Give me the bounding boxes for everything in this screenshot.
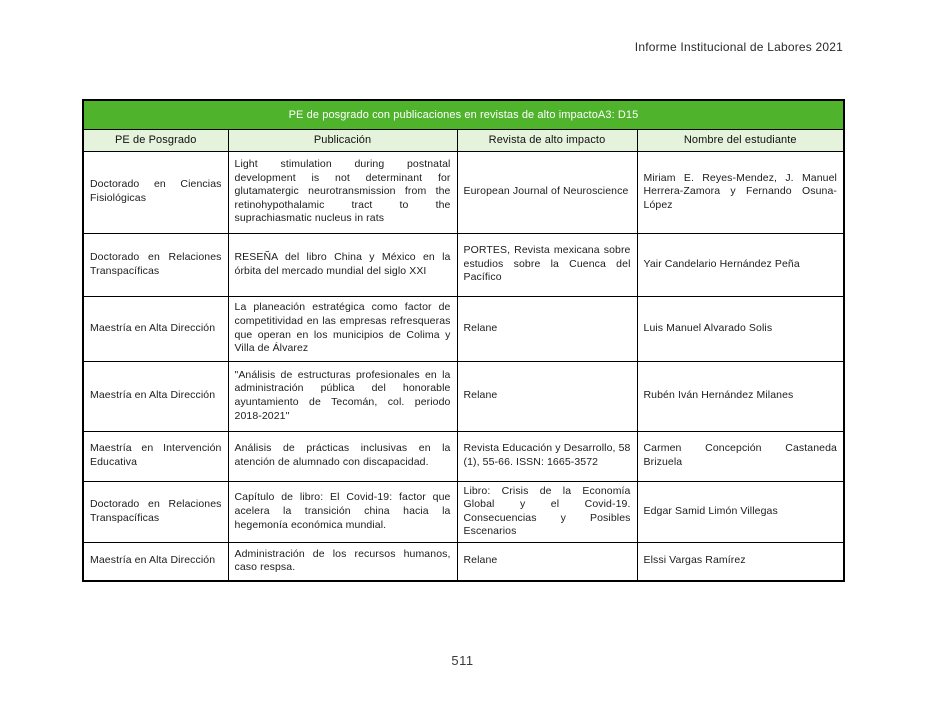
cell-pe: Doctorado en Ciencias Fisiológicas bbox=[83, 151, 228, 233]
cell-estudiante: Yair Candelario Hernández Peña bbox=[637, 233, 844, 296]
cell-pe: Doctorado en Relaciones Transpacíficas bbox=[83, 481, 228, 543]
cell-pe: Maestría en Alta Dirección bbox=[83, 543, 228, 581]
page-number: 511 bbox=[451, 653, 474, 668]
cell-publicacion: La planeación estratégica como factor de competitividad en las empresas refresqueras que operan en los municipios de Colima y Villa de Álvarez bbox=[228, 296, 457, 361]
table-row bbox=[83, 431, 844, 481]
cell-pe: Maestría en Intervención Educativa bbox=[83, 431, 228, 481]
cell-estudiante: Elssi Vargas Ramírez bbox=[637, 543, 844, 581]
cell-estudiante: Rubén Iván Hernández Milanes bbox=[637, 361, 844, 431]
cell-publicacion: Capítulo de libro: El Covid-19: factor que acelera la transición china hacia la hegemonía económica mundial. bbox=[228, 481, 457, 543]
cell-revista: Revista Educación y Desarrollo, 58 (1), 55-66. ISSN: 1665-3572 bbox=[457, 431, 637, 481]
table-row bbox=[83, 151, 844, 233]
table-row bbox=[83, 481, 844, 543]
cell-publicacion: RESEÑA del libro China y México en la órbita del mercado mundial del siglo XXI bbox=[228, 233, 457, 296]
cell-pe: Maestría en Alta Dirección bbox=[83, 361, 228, 431]
cell-publicacion: Administración de los recursos humanos, caso respsa. bbox=[228, 543, 457, 581]
cell-revista: Relane bbox=[457, 296, 637, 361]
cell-pe: Doctorado en Relaciones Transpacíficas bbox=[83, 233, 228, 296]
column-header-publicacion: Publicación bbox=[228, 129, 457, 151]
column-header-pe: PE de Posgrado bbox=[83, 129, 228, 151]
table-title: PE de posgrado con publicaciones en revistas de alto impactoA3: D15 bbox=[83, 100, 844, 129]
cell-estudiante: Carmen Concepción Castaneda Brizuela bbox=[637, 431, 844, 481]
cell-estudiante: Miriam E. Reyes-Mendez, J. Manuel Herrera-Zamora y Fernando Osuna-López bbox=[637, 151, 844, 233]
table-row bbox=[83, 233, 844, 296]
cell-pe: Maestría en Alta Dirección bbox=[83, 296, 228, 361]
cell-revista: Relane bbox=[457, 543, 637, 581]
column-header-estudiante: Nombre del estudiante bbox=[637, 129, 844, 151]
table-row bbox=[83, 296, 844, 361]
cell-publicacion: Light stimulation during postnatal development is not determinant for glutamatergic neurotransmission from the retinohypothalamic tract to the suprachiasmatic nucleus in rats bbox=[228, 151, 457, 233]
column-header-revista: Revista de alto impacto bbox=[457, 129, 637, 151]
cell-revista: PORTES, Revista mexicana sobre estudios sobre la Cuenca del Pacífico bbox=[457, 233, 637, 296]
publications-table bbox=[82, 99, 845, 582]
report-header-title: Informe Institucional de Labores 2021 bbox=[634, 40, 843, 54]
cell-publicacion: Análisis de prácticas inclusivas en la atención de alumnado con discapacidad. bbox=[228, 431, 457, 481]
table-header-row bbox=[83, 129, 844, 151]
cell-estudiante: Luis Manuel Alvarado Solis bbox=[637, 296, 844, 361]
cell-revista: European Journal of Neuroscience bbox=[457, 151, 637, 233]
table-row bbox=[83, 543, 844, 581]
cell-revista: Libro: Crisis de la Economía Global y el Covid-19. Consecuencias y Posibles Escenarios bbox=[457, 481, 637, 543]
cell-estudiante: Edgar Samid Limón Villegas bbox=[637, 481, 844, 543]
table-title-row bbox=[83, 100, 844, 129]
cell-revista: Relane bbox=[457, 361, 637, 431]
table-row bbox=[83, 361, 844, 431]
cell-publicacion: "Análisis de estructuras profesionales en la administración pública del honorable ayuntamiento de Tecomán, col. periodo 2018-2021" bbox=[228, 361, 457, 431]
